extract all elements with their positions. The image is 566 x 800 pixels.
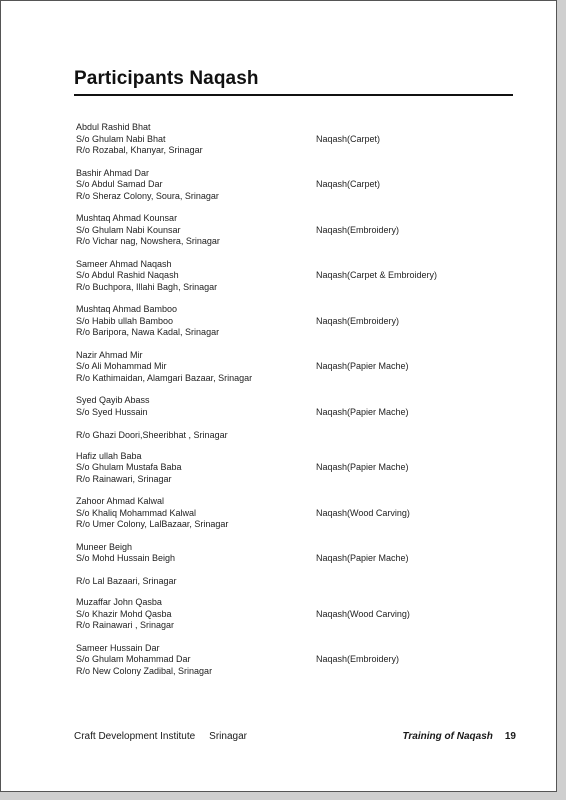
participant-craft: Naqash(Carpet)	[316, 179, 381, 189]
participant-craft: Naqash(Papier Mache)	[316, 361, 409, 371]
participant-parent: S/o Abdul Rashid Naqash	[76, 270, 179, 280]
participant-entry	[76, 122, 516, 157]
participant-craft: Naqash(Embroidery)	[316, 224, 400, 235]
participant-name: Sameer Hussain Dar	[76, 642, 160, 653]
participant-residence: R/o Umer Colony, LalBazaar, Srinagar	[76, 519, 229, 529]
participant-entry	[76, 304, 516, 339]
participant-craft: Naqash(Carpet & Embroidery)	[316, 270, 438, 280]
participant-name: Mushtaq Ahmad Kounsar	[76, 213, 178, 223]
participant-craft: Naqash(Wood Carving)	[316, 507, 410, 518]
participant-entry	[76, 168, 516, 203]
footer-left	[74, 731, 247, 742]
participant-name: Syed Qayib Abass	[76, 395, 150, 405]
participants-list	[76, 122, 516, 688]
participant-entry	[76, 496, 516, 531]
participant-residence: R/o Kathimaidan, Alamgari Bazaar, Srinagar	[76, 372, 253, 383]
footer-institute: Craft Development Institute	[74, 731, 196, 742]
participant-parent: S/o Mohd Hussain Beigh	[76, 553, 176, 563]
participant-name: Zahoor Ahmad Kalwal	[76, 496, 165, 506]
participant-name: Muneer Beigh	[76, 541, 133, 552]
participant-name: Sameer Ahmad Naqash	[76, 258, 172, 269]
participant-entry	[76, 213, 516, 248]
participant-name: Mushtaq Ahmad Bamboo	[76, 304, 178, 314]
participant-parent: S/o Abdul Samad Dar	[76, 179, 163, 189]
participant-residence: R/o Ghazi Doori,Sheeribhat , Srinagar	[76, 429, 228, 440]
participant-entry	[76, 350, 516, 385]
participant-craft: Naqash(Carpet)	[316, 133, 381, 144]
participant-residence: R/o Sheraz Colony, Soura, Srinagar	[76, 190, 219, 201]
participant-residence: R/o Lal Bazaari, Srinagar	[76, 576, 177, 586]
footer-section: Training of Naqash	[402, 731, 493, 742]
participant-craft: Naqash(Embroidery)	[316, 315, 400, 326]
participant-residence: R/o New Colony Zadibal, Srinagar	[76, 665, 213, 676]
participant-name: Bashir Ahmad Dar	[76, 167, 150, 178]
participant-name: Nazir Ahmad Mir	[76, 349, 143, 360]
participant-parent: S/o Khazir Mohd Qasba	[76, 608, 172, 619]
participant-craft: Naqash(Wood Carving)	[316, 608, 410, 619]
footer-city: Srinagar	[209, 731, 247, 742]
footer-right	[402, 731, 516, 742]
participant-name: Hafiz ullah Baba	[76, 450, 142, 461]
participant-craft: Naqash(Embroidery)	[316, 654, 400, 664]
participant-parent: S/o Ghulam Nabi Bhat	[76, 133, 166, 144]
participant-residence: R/o Rozabal, Khanyar, Srinagar	[76, 145, 203, 155]
page-number: 19	[504, 731, 516, 742]
participant-craft: Naqash(Papier Mache)	[316, 462, 409, 472]
participant-entry	[76, 451, 516, 486]
participant-craft: Naqash(Papier Mache)	[316, 553, 409, 563]
participant-craft: Naqash(Papier Mache)	[316, 406, 409, 417]
participant-residence: R/o Vichar nag, Nowshera, Srinagar	[76, 236, 220, 246]
participant-parent: S/o Ali Mohammad Mir	[76, 361, 167, 371]
participant-name: Abdul Rashid Bhat	[76, 122, 151, 132]
participant-name: Muzaffar John Qasba	[76, 597, 162, 607]
participant-residence: R/o Rainawari , Srinagar	[76, 620, 175, 630]
participant-entry	[76, 643, 516, 678]
participant-residence: R/o Rainawari, Srinagar	[76, 473, 172, 484]
participant-parent: S/o Ghulam Mustafa Baba	[76, 462, 182, 472]
page-title: Participants Naqash	[74, 68, 259, 89]
participant-parent: S/o Habib ullah Bamboo	[76, 315, 174, 326]
title-underline	[74, 94, 513, 96]
participant-parent: S/o Ghulam Mohammad Dar	[76, 654, 191, 664]
participant-entry	[76, 259, 516, 294]
participant-entry	[76, 597, 516, 632]
participant-parent: S/o Khaliq Mohammad Kalwal	[76, 507, 197, 518]
participant-entry	[76, 395, 516, 441]
participant-parent: S/o Ghulam Nabi Kounsar	[76, 224, 181, 235]
participant-residence: R/o Buchpora, Illahi Bagh, Srinagar	[76, 281, 218, 292]
participant-residence: R/o Baripora, Nawa Kadal, Srinagar	[76, 327, 220, 337]
participant-parent: S/o Syed Hussain	[76, 406, 148, 417]
participant-entry	[76, 542, 516, 588]
